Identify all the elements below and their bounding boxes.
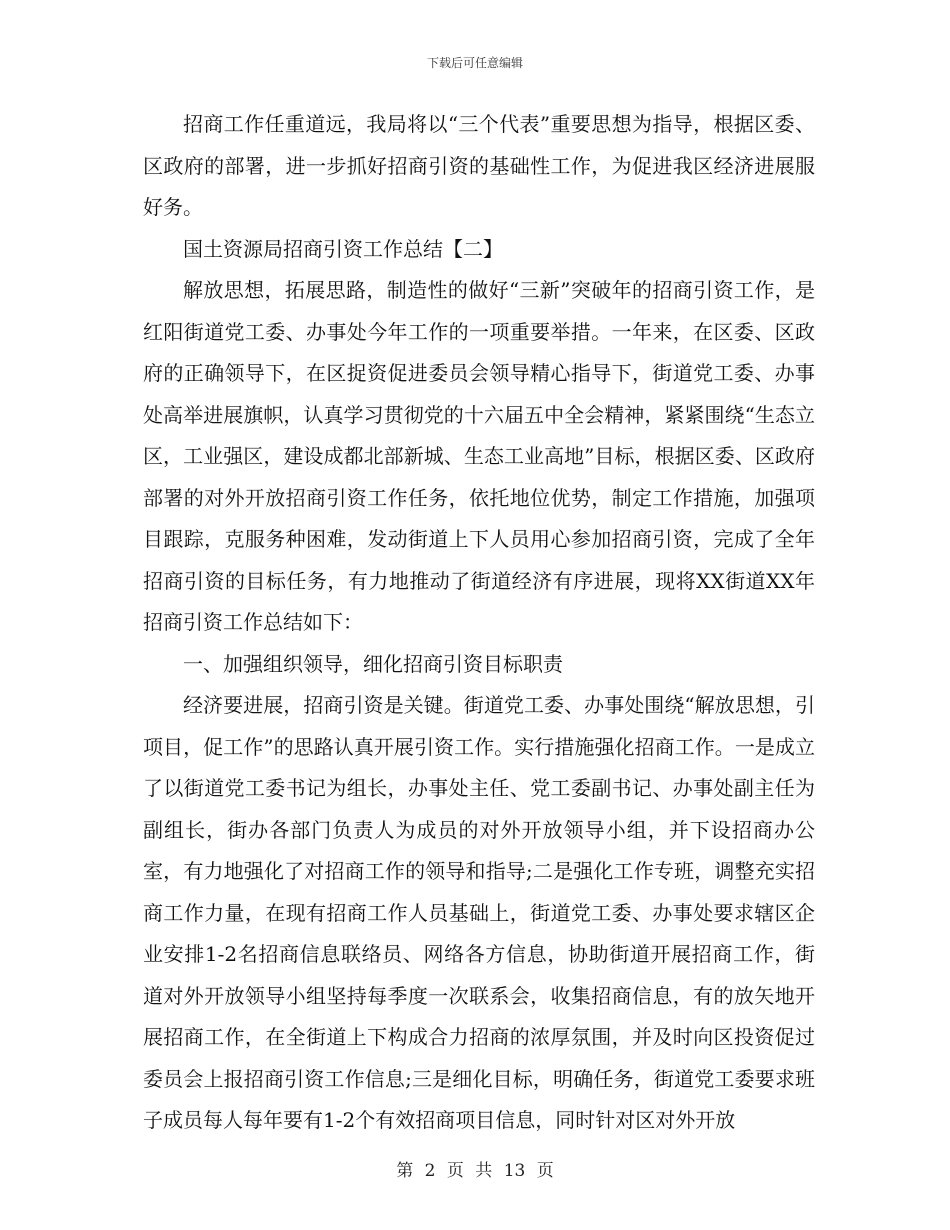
section-heading-1: 一、加强组织领导，细化招商引资目标职责 [183, 651, 563, 676]
paragraph-section-1: 经济要进展，招商引资是关键。街道党工委、办事处围绕“解放思想，引项目，促工作”的思路认真开展引资工作。实行措施强化招商工作。一是成立了以街道党工委书记为组长，办事处主任、党工委副书记、办事处副主任为副组长，街办各部门负责人为成员的对外开放领导小组，并下设招商办公室，有力地强化了对招商工作的领导和指导;二是强化工作专班，调整充实招商工作力量，在现有招商工作人员基础上，街道党工委、办事处要求辖区企业安排1-2名招商信息联络员、网络各方信息，协助街道开展招商工作，街道对外开放领导小组坚持每季度一次联系会，收集招商信息，有的放矢地开展招商工作，在全街道上下构成合力招商的浓厚氛围，并及时向区投资促过委员会上报招商引资工作信息;三是细化目标，明确任务，街道党工委要求班子成员每人每年要有1-2个有效招商项目信息，同时针对区对外开放 [143, 693, 815, 1132]
paragraph-intro: 招商工作任重道远，我局将以“三个代表”重要思想为指导，根据区委、区政府的部署，进一步抓好招商引资的基础性工作，为促进我区经济进展服好务。 [143, 112, 815, 219]
page-number: 第 2 页 共 13 页 [396, 1161, 554, 1181]
paragraph-overview: 解放思想，拓展思路，制造性的做好“三新”突破年的招商引资工作，是红阳街道党工委、办事处今年工作的一项重要举措。一年来，在区委、区政府的正确领导下，在区捉资促进委员会领导精心指导下，街道党工委、办事处高举进展旗帜，认真学习贯彻党的十六届五中全会精神，紧紧围绕“生态立区，工业强区，建设成都北部新城、生态工业高地”目标，根据区委、区政府部署的对外开放招商引资工作任务，依托地位优势，制定工作措施，加强项目跟踪，克服务种困难，发动街道上下人员用心参加招商引资，完成了全年招商引资的目标任务，有力地推动了街道经济有序进展，现将XX街道XX年招商引资工作总结如下： [143, 278, 815, 634]
document-body [143, 104, 815, 1142]
page-header-note: 下载后可任意编辑 [426, 56, 523, 70]
section-title: 国土资源局招商引资工作总结【二】 [183, 236, 503, 261]
